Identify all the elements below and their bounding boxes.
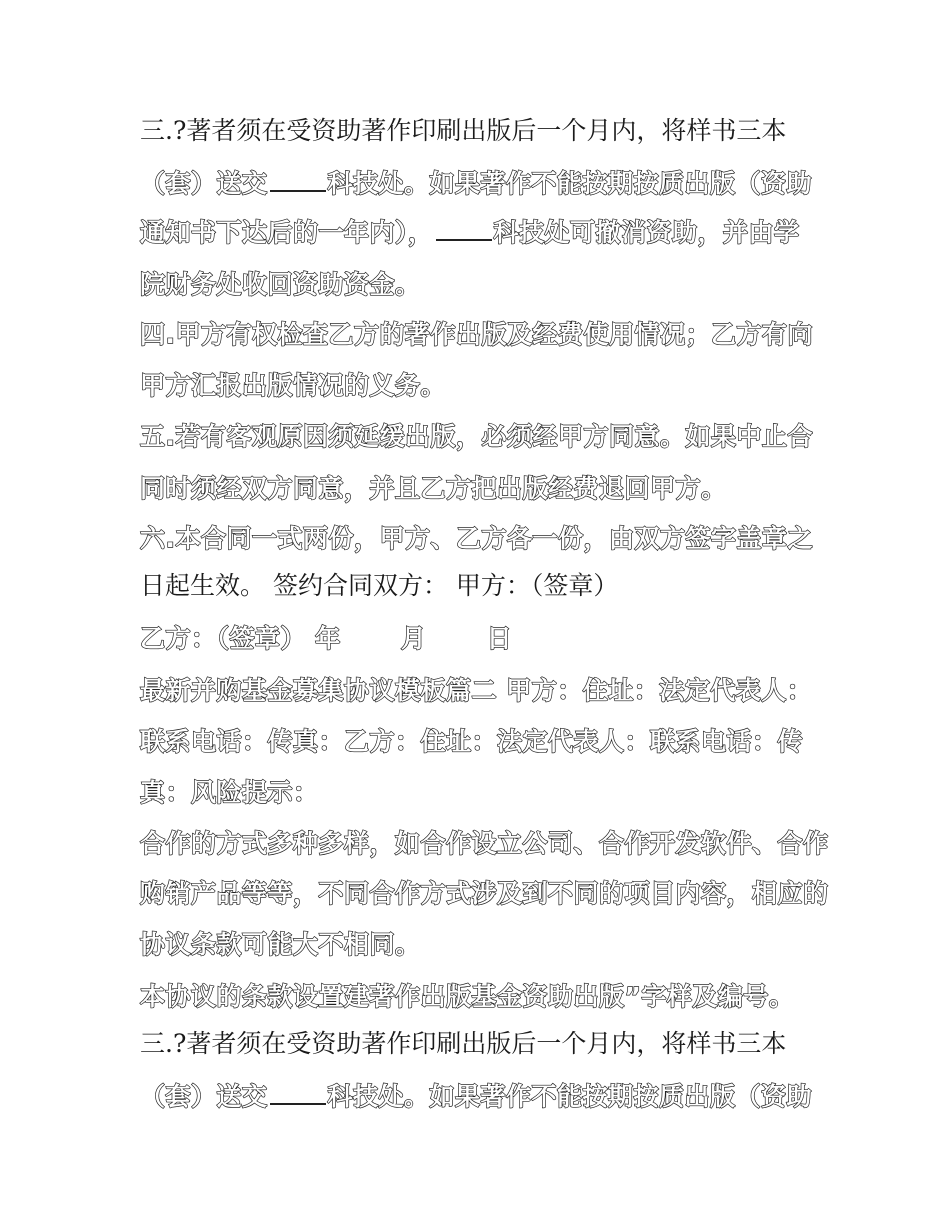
- text-line-9: 六.本合同一式两份，甲方、乙方各一份，由双方签字盖章之: [140, 524, 813, 553]
- text-line-17: 协议条款可能大不相同。: [140, 930, 421, 959]
- text-segment: 科技处可撤消资助，并由学: [493, 218, 800, 247]
- fill-in-blank: [436, 217, 492, 241]
- text-line-1: 三.?著者须在受资助著作印刷出版后一个月内，将样书三本: [140, 116, 787, 145]
- text-line-7: 五.若有客观原因须延缓出版，必须经甲方同意。如果中止合: [140, 422, 813, 451]
- text-line-11: 乙方：（签章） 年 月 日: [140, 624, 513, 653]
- text-line-15: 合作的方式多种多样，如合作设立公司、合作开发软件、合作: [140, 829, 829, 858]
- text-segment: （套）送交: [140, 169, 268, 198]
- text-line-16: 购销产品等等，不同合作方式涉及到不同的项目内容，相应的: [140, 879, 829, 908]
- fill-in-blank: [270, 168, 326, 192]
- text-line-3: [140, 217, 800, 248]
- text-line-13: 联系电话：传真：乙方：住址：法定代表人：联系电话：传: [140, 727, 804, 756]
- text-line-8: 同时须经双方同意，并且乙方把出版经费退回甲方。: [140, 474, 727, 503]
- text-line-6: 甲方汇报出版情况的义务。: [140, 371, 447, 400]
- text-line-18: 本协议的条款设置建著作出版基金资助出版”字样及编号。: [140, 982, 795, 1011]
- text-line-2: [140, 168, 812, 199]
- fill-in-blank: [270, 1081, 326, 1105]
- text-line-12: 最新并购基金募集协议模板篇二 甲方：住址：法定代表人：: [140, 676, 813, 705]
- text-segment: 科技处。如果著作不能按期按质出版（资助: [327, 169, 813, 198]
- text-line-20: [140, 1081, 812, 1112]
- text-line-14: 真：风险提示：: [140, 778, 319, 807]
- text-segment: （套）送交: [140, 1082, 268, 1111]
- text-segment: 通知书下达后的一年内），: [140, 218, 434, 247]
- text-segment: 科技处。如果著作不能按期按质出版（资助: [327, 1082, 813, 1111]
- text-line-5: 四.甲方有权检查乙方的著作出版及经费使用情况；乙方有向: [140, 320, 813, 349]
- text-line-19: 三.?著者须在受资助著作印刷出版后一个月内，将样书三本: [140, 1029, 787, 1058]
- text-line-4: 院财务处收回资助资金。: [140, 270, 421, 299]
- text-line-10: 日起生效。 签约合同双方： 甲方：（签章）: [140, 571, 619, 600]
